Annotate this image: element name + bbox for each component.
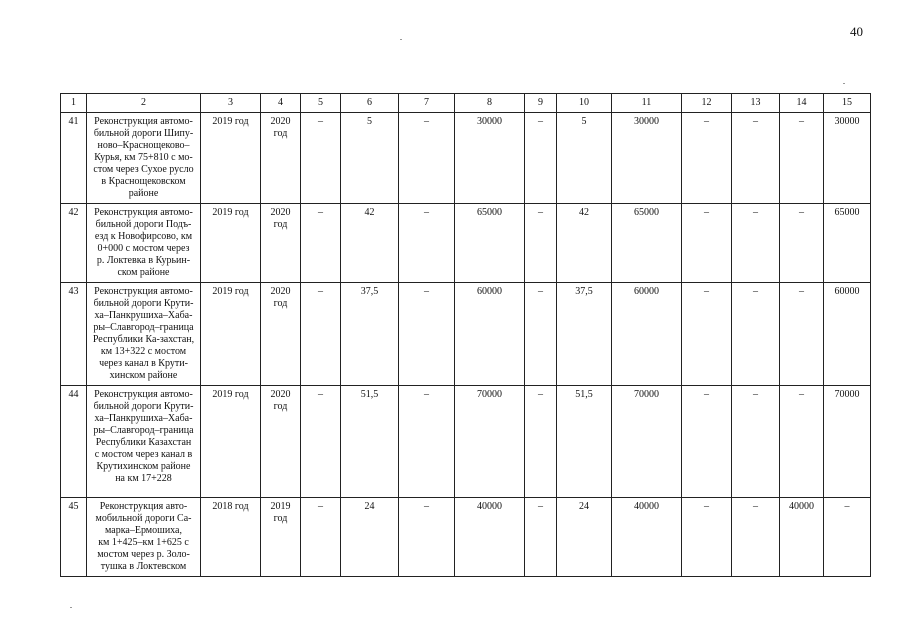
project-name: Реконструкция автомо- бильной дороги Крути- ха–Панкрушиха–Хаба- ры–Славгород–граница Республики Ка-захстан, км 13+322 с мостом через канал в Крути- хинском районе <box>87 283 201 386</box>
project-name: Реконструкция автомо- бильной дороги Крути- ха–Панкрушиха–Хаба- ры–Славгород–граница Республики Казахстан с мостом через канал в Крутихинском районе на км 17+228 <box>87 386 201 498</box>
table-cell: 65000 <box>612 204 682 283</box>
table-cell: 24 <box>341 498 399 577</box>
table-cell: – <box>732 204 780 283</box>
table-cell: – <box>682 283 732 386</box>
end-year: 2020 год <box>261 283 301 386</box>
table-cell: – <box>780 283 824 386</box>
table-cell: – <box>732 386 780 498</box>
column-header: 11 <box>612 94 682 113</box>
header-row <box>61 94 871 113</box>
table-cell: – <box>732 283 780 386</box>
row-number: 44 <box>61 386 87 498</box>
table-cell: – <box>301 113 341 204</box>
table-cell: – <box>732 498 780 577</box>
table-cell: 40000 <box>780 498 824 577</box>
column-header: 6 <box>341 94 399 113</box>
table-cell: 5 <box>341 113 399 204</box>
column-header: 4 <box>261 94 301 113</box>
column-header: 7 <box>399 94 455 113</box>
table-cell: – <box>525 113 557 204</box>
table-cell: – <box>301 283 341 386</box>
scan-speck <box>400 39 402 40</box>
row-number: 42 <box>61 204 87 283</box>
table-cell: 5 <box>557 113 612 204</box>
column-header: 9 <box>525 94 557 113</box>
table-row <box>61 498 871 577</box>
table-cell: – <box>525 204 557 283</box>
table-cell: 30000 <box>824 113 871 204</box>
table-cell: 60000 <box>824 283 871 386</box>
table-cell: – <box>682 386 732 498</box>
table-cell: 65000 <box>824 204 871 283</box>
table-cell: 37,5 <box>341 283 399 386</box>
row-number: 41 <box>61 113 87 204</box>
table-cell: 60000 <box>612 283 682 386</box>
table-cell: 51,5 <box>341 386 399 498</box>
page-number: 40 <box>850 24 863 39</box>
table-cell: – <box>780 386 824 498</box>
start-year: 2019 год <box>201 283 261 386</box>
row-number: 45 <box>61 498 87 577</box>
table-cell: – <box>399 204 455 283</box>
start-year: 2019 год <box>201 113 261 204</box>
table-cell: 40000 <box>455 498 525 577</box>
table-cell: – <box>732 113 780 204</box>
project-name: Реконструкция автомо- бильной дороги Подъ- езд к Новофирсово, км 0+000 с мостом через р. Локтевка в Курьин- ском районе <box>87 204 201 283</box>
table-cell: – <box>399 498 455 577</box>
table-row <box>61 204 871 283</box>
scan-speck <box>70 607 72 608</box>
table-cell: – <box>525 498 557 577</box>
table-cell: – <box>525 283 557 386</box>
column-header: 12 <box>682 94 732 113</box>
table-row <box>61 283 871 386</box>
column-header: 14 <box>780 94 824 113</box>
table-cell: 42 <box>557 204 612 283</box>
table-cell: – <box>682 204 732 283</box>
scan-speck <box>843 83 845 84</box>
column-header: 5 <box>301 94 341 113</box>
table-cell: – <box>682 113 732 204</box>
table-cell: – <box>780 204 824 283</box>
end-year: 2020 год <box>261 204 301 283</box>
table-cell: – <box>824 498 871 577</box>
table-cell: 70000 <box>612 386 682 498</box>
table-cell: 40000 <box>612 498 682 577</box>
table-cell: 42 <box>341 204 399 283</box>
column-header: 15 <box>824 94 871 113</box>
table-cell: 70000 <box>455 386 525 498</box>
road-reconstruction-table <box>60 93 871 577</box>
start-year: 2019 год <box>201 204 261 283</box>
start-year: 2018 год <box>201 498 261 577</box>
table-cell: 30000 <box>612 113 682 204</box>
table-cell: – <box>301 498 341 577</box>
table-cell: 70000 <box>824 386 871 498</box>
table-cell: – <box>301 204 341 283</box>
project-name: Реконструкция авто- мобильной дороги Са- марка–Ермошиха, км 1+425–км 1+625 с мостом через р. Золо- тушка в Локтевском <box>87 498 201 577</box>
table-cell: – <box>399 386 455 498</box>
table-row <box>61 113 871 204</box>
table-row <box>61 386 871 498</box>
column-header: 13 <box>732 94 780 113</box>
table-cell: – <box>399 113 455 204</box>
column-header: 3 <box>201 94 261 113</box>
table-cell: 51,5 <box>557 386 612 498</box>
table-cell: – <box>780 113 824 204</box>
table-cell: – <box>301 386 341 498</box>
column-header: 10 <box>557 94 612 113</box>
column-header: 2 <box>87 94 201 113</box>
row-number: 43 <box>61 283 87 386</box>
table-cell: 24 <box>557 498 612 577</box>
table-cell: – <box>399 283 455 386</box>
table-cell: 30000 <box>455 113 525 204</box>
start-year: 2019 год <box>201 386 261 498</box>
column-header: 8 <box>455 94 525 113</box>
end-year: 2020 год <box>261 113 301 204</box>
table-cell: – <box>525 386 557 498</box>
table-cell: – <box>682 498 732 577</box>
table-cell: 60000 <box>455 283 525 386</box>
column-header: 1 <box>61 94 87 113</box>
end-year: 2019 год <box>261 498 301 577</box>
project-name: Реконструкция автомо- бильной дороги Шипу- ново–Краснощеково– Курья, км 75+810 с мо- стом через Сухое русло в Краснощековском районе <box>87 113 201 204</box>
table-cell: 65000 <box>455 204 525 283</box>
end-year: 2020 год <box>261 386 301 498</box>
table-cell: 37,5 <box>557 283 612 386</box>
